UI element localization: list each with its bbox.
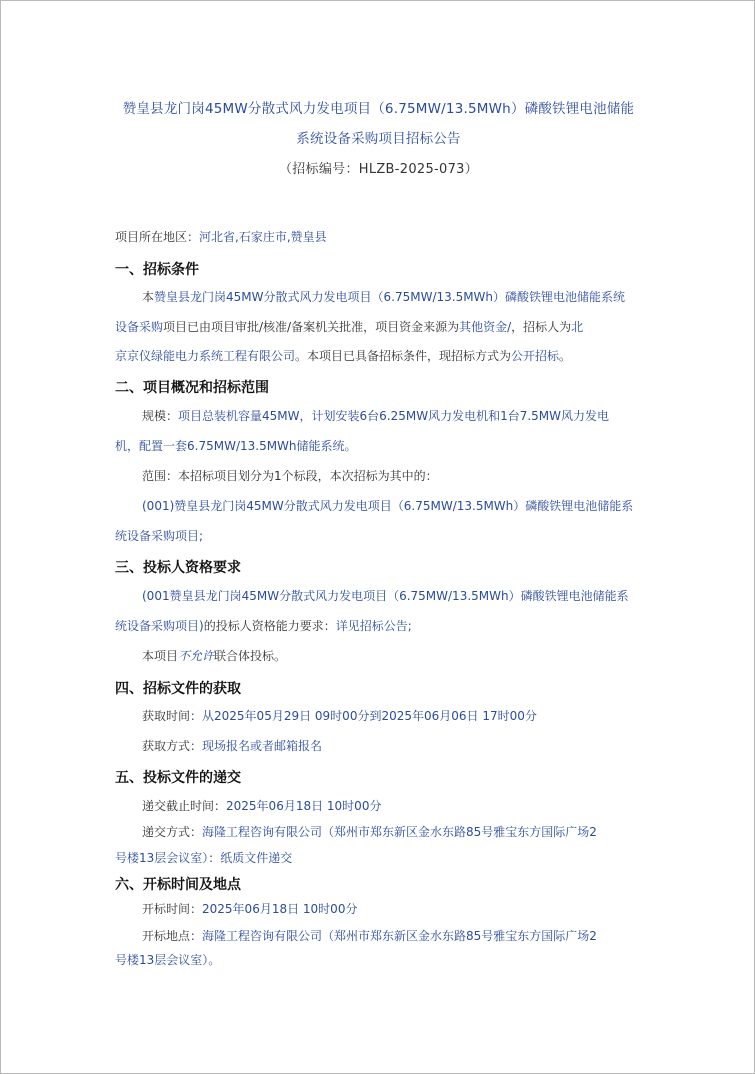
s5-line1 bbox=[142, 798, 647, 814]
s2-line2: 机，配置一套6.75MW/13.5MWh储能系统。 bbox=[115, 439, 357, 453]
s2-line5: 统设备采购项目; bbox=[115, 529, 204, 543]
s4-method-value: 现场报名或者邮箱报名 bbox=[202, 739, 323, 753]
s1-tenderer-cont: 京京仪绿能电力系统工程有限公司 bbox=[115, 349, 296, 363]
section-heading-6: 六、开标时间及地点 bbox=[115, 877, 241, 893]
s6-place-label: 开标地点： bbox=[142, 929, 203, 943]
s6-time-value: 2025年06月18日 10时00分 bbox=[202, 902, 358, 916]
s3-consortium-flag: 不允许 bbox=[178, 649, 215, 663]
s5-method-value: 海隆工程咨询有限公司（郑州市郑东新区金水东路85号雅宝东方国际广场2 bbox=[202, 825, 597, 839]
s3-text: 本项目 bbox=[142, 649, 179, 663]
tender-code: （招标编号：HLZB-2025-073） bbox=[278, 162, 479, 177]
s1-text: 。 bbox=[559, 349, 572, 363]
s1-text: 。本项目已具备招标条件，现招标方式为 bbox=[295, 349, 512, 363]
notice-title-line1: 赞皇县龙门岗45MW分散式风力发电项目（6.75MW/13.5MWh）磷酸铁锂电池储能 bbox=[122, 101, 635, 117]
s3-line2 bbox=[115, 618, 647, 634]
s1-line3 bbox=[115, 348, 647, 364]
s4-time-value: 从2025年05月29日 09时00分到2025年06月06日 17时00分 bbox=[202, 709, 537, 723]
s6-time-label: 开标时间： bbox=[142, 902, 203, 916]
s2-line1 bbox=[142, 408, 647, 424]
s5-method-value-cont: 号楼13层会议室） bbox=[115, 851, 209, 865]
s3-project: 统设备采购项目) bbox=[115, 619, 204, 633]
s5-line3: 号楼13层会议室）：纸质文件递交 bbox=[115, 851, 293, 865]
s1-tender-method: 公开招标 bbox=[511, 349, 560, 363]
s4-line2 bbox=[142, 738, 647, 754]
section-heading-2: 二、项目概况和招标范围 bbox=[115, 380, 269, 396]
s2-scale-value: 项目总装机容量45MW，计划安装6台6.25MW风力发电机和1台7.5MW风力发电 bbox=[178, 409, 610, 423]
s3-text: 的投标人资格能力要求： bbox=[203, 619, 336, 633]
s5-deadline-value: 2025年06月18日 10时00分 bbox=[226, 799, 382, 813]
s6-line1 bbox=[142, 901, 647, 917]
s3-line1: (001赞皇县龙门岗45MW分散式风力发电项目（6.75MW/13.5MWh）磷酸铁锂电池储能系 bbox=[142, 589, 629, 603]
s2-scale-label: 规模： bbox=[142, 409, 179, 423]
s1-line1 bbox=[142, 289, 647, 305]
s5-method-label: 递交方式： bbox=[142, 825, 203, 839]
s1-fund-source: 其他资金/ bbox=[459, 320, 512, 334]
s1-text: ，招标人为 bbox=[511, 320, 572, 334]
notice-title-line2: 系统设备采购项目招标公告 bbox=[296, 131, 461, 147]
s1-line2 bbox=[115, 319, 647, 335]
s6-line3: 号楼13层会议室）。 bbox=[115, 953, 221, 967]
s1-tenderer: 北 bbox=[571, 320, 584, 334]
s5-line2 bbox=[142, 824, 647, 840]
section-heading-4: 四、招标文件的获取 bbox=[115, 681, 241, 697]
s5-deadline-label: 递交截止时间： bbox=[142, 799, 227, 813]
location-value: 河北省,石家庄市,赞皇县 bbox=[199, 230, 327, 244]
project-location bbox=[115, 229, 647, 245]
s1-project-name: 赞皇县龙门岗45MW分散式风力发电项目（6.75MW/13.5MWh）磷酸铁锂电池储能系统 bbox=[154, 290, 626, 304]
s1-project-name-cont: 设备采购 bbox=[115, 320, 164, 334]
section-heading-3: 三、投标人资格要求 bbox=[115, 560, 241, 576]
s1-text: 本 bbox=[142, 290, 155, 304]
section-heading-1: 一、招标条件 bbox=[115, 262, 199, 278]
s6-line2 bbox=[142, 928, 647, 944]
s4-line1 bbox=[142, 708, 647, 724]
s5-submit-form: 纸质文件递交 bbox=[220, 851, 293, 865]
s3-line3 bbox=[142, 648, 647, 664]
s2-line3: 范围：本招标项目划分为1个标段，本次招标为其中的： bbox=[142, 469, 438, 483]
s4-time-label: 获取时间： bbox=[142, 709, 203, 723]
s1-text: 项目已由项目审批/核准/备案机关批准，项目资金来源为 bbox=[163, 320, 460, 334]
location-label: 项目所在地区： bbox=[115, 230, 200, 244]
s2-line4: (001)赞皇县龙门岗45MW分散式风力发电项目（6.75MW/13.5MWh）磷酸铁锂电池储能系 bbox=[142, 499, 634, 513]
s4-method-label: 获取方式： bbox=[142, 739, 203, 753]
s6-place-value: 海隆工程咨询有限公司（郑州市郑东新区金水东路85号雅宝东方国际广场2 bbox=[202, 929, 597, 943]
s3-text: 联合体投标。 bbox=[214, 649, 287, 663]
s3-requirement: 详见招标公告; bbox=[335, 619, 412, 633]
section-heading-5: 五、投标文件的递交 bbox=[115, 770, 241, 786]
